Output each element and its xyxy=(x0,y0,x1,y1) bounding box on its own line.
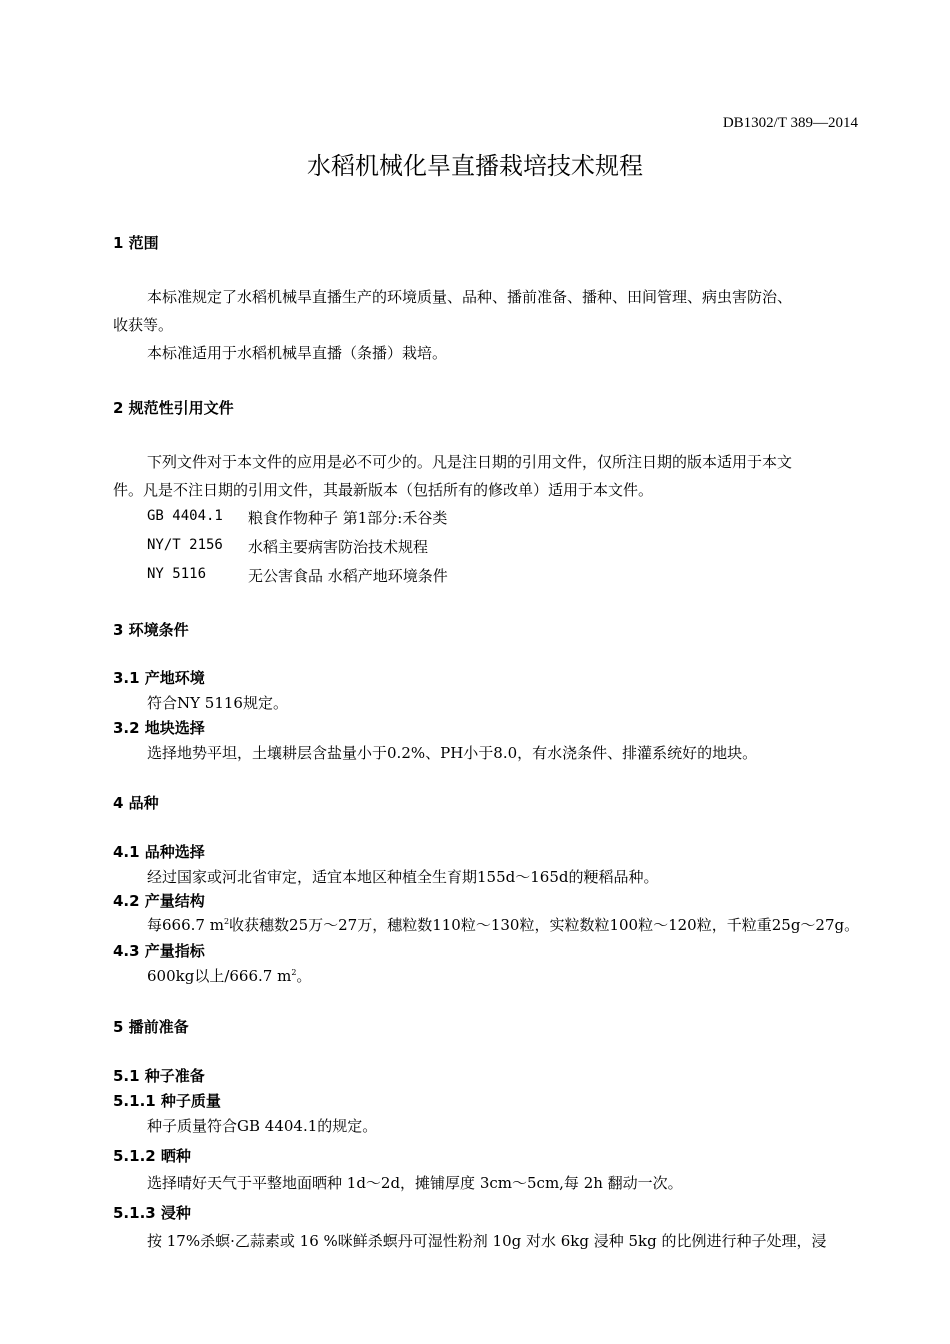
section-2-paragraph-line-2: 件。凡是不注日期的引用文件，其最新版本（包括所有的修改单）适用于本文件。 xyxy=(113,481,654,499)
section-2-paragraph-line-1: 下列文件对于本文件的应用是必不可少的。凡是注日期的引用文件，仅所注日期的版本适用于本文 xyxy=(147,453,793,471)
section-4-2-text-b: 收获穗数25万～27万，穗粒数110粒～130粒，实粒数粒100粒～120粒，千粒重25g～27g。 xyxy=(229,916,860,934)
section-5-1-3-text: 按 17%杀螟·乙蒜素或 16 %咪鲜杀螟丹可湿性粉剂 10g 对水 6kg 浸种 5kg 的比例进行种子处理，浸 xyxy=(147,1232,827,1250)
section-5-1-heading: 5.1 种子准备 xyxy=(113,1067,205,1085)
section-4-3-text xyxy=(147,965,311,986)
section-5-heading: 5 播前准备 xyxy=(113,1018,189,1036)
section-2-heading: 2 规范性引用文件 xyxy=(113,399,234,417)
section-3-1-heading: 3.1 产地环境 xyxy=(113,669,205,687)
ref-1-title: 粮食作物种子 第1部分:禾谷类 xyxy=(248,509,448,527)
section-5-1-2-text: 选择晴好天气于平整地面晒种 1d～2d，摊铺厚度 3cm～5cm,每 2h 翻动一次。 xyxy=(147,1174,683,1192)
ref-3-title: 无公害食品 水稻产地环境条件 xyxy=(248,567,448,585)
section-1-heading: 1 范围 xyxy=(113,234,159,252)
section-1-paragraph-1-line-2: 收获等。 xyxy=(113,316,174,334)
section-4-1-text: 经过国家或河北省审定，适宜本地区种植全生育期155d～165d的粳稻品种。 xyxy=(147,868,659,886)
section-4-heading: 4 品种 xyxy=(113,794,159,812)
section-4-3-text-a: 600kg以上/666.7 m xyxy=(147,967,292,985)
ref-2-title: 水稻主要病害防治技术规程 xyxy=(248,538,429,556)
section-5-1-1-heading: 5.1.1 种子质量 xyxy=(113,1092,221,1110)
section-4-2-text xyxy=(147,914,859,935)
section-3-2-text: 选择地势平坦，土壤耕层含盐量小于0.2%、PH小于8.0，有水浇条件、排灌系统好的地块。 xyxy=(147,744,758,762)
section-5-1-2-heading: 5.1.2 晒种 xyxy=(113,1147,191,1165)
section-3-1-text: 符合NY 5116规定。 xyxy=(147,694,288,712)
section-3-heading: 3 环境条件 xyxy=(113,621,189,639)
section-5-1-3-heading: 5.1.3 浸种 xyxy=(113,1204,191,1222)
section-4-3-heading: 4.3 产量指标 xyxy=(113,942,205,960)
section-5-1-1-text: 种子质量符合GB 4404.1的规定。 xyxy=(147,1117,378,1135)
ref-2-code: NY/T 2156 xyxy=(147,537,223,553)
standard-code: DB1302/T 389—2014 xyxy=(722,115,858,131)
document-title: 水稻机械化旱直播栽培技术规程 xyxy=(307,152,643,180)
ref-1-code: GB 4404.1 xyxy=(147,508,223,524)
section-4-2-text-a: 每666.7 m xyxy=(147,916,224,934)
section-4-3-text-b: 。 xyxy=(296,967,312,985)
section-4-2-superscript: 2 xyxy=(223,917,230,926)
section-4-1-heading: 4.1 品种选择 xyxy=(113,843,205,861)
section-3-2-heading: 3.2 地块选择 xyxy=(113,719,205,737)
section-1-paragraph-1-line-1: 本标准规定了水稻机械旱直播生产的环境质量、品种、播前准备、播种、田间管理、病虫害防治、 xyxy=(147,288,793,306)
section-4-2-heading: 4.2 产量结构 xyxy=(113,892,205,910)
ref-3-code: NY 5116 xyxy=(147,566,207,582)
section-1-paragraph-2: 本标准适用于水稻机械旱直播（条播）栽培。 xyxy=(147,344,448,362)
section-4-3-superscript: 2 xyxy=(291,968,297,977)
